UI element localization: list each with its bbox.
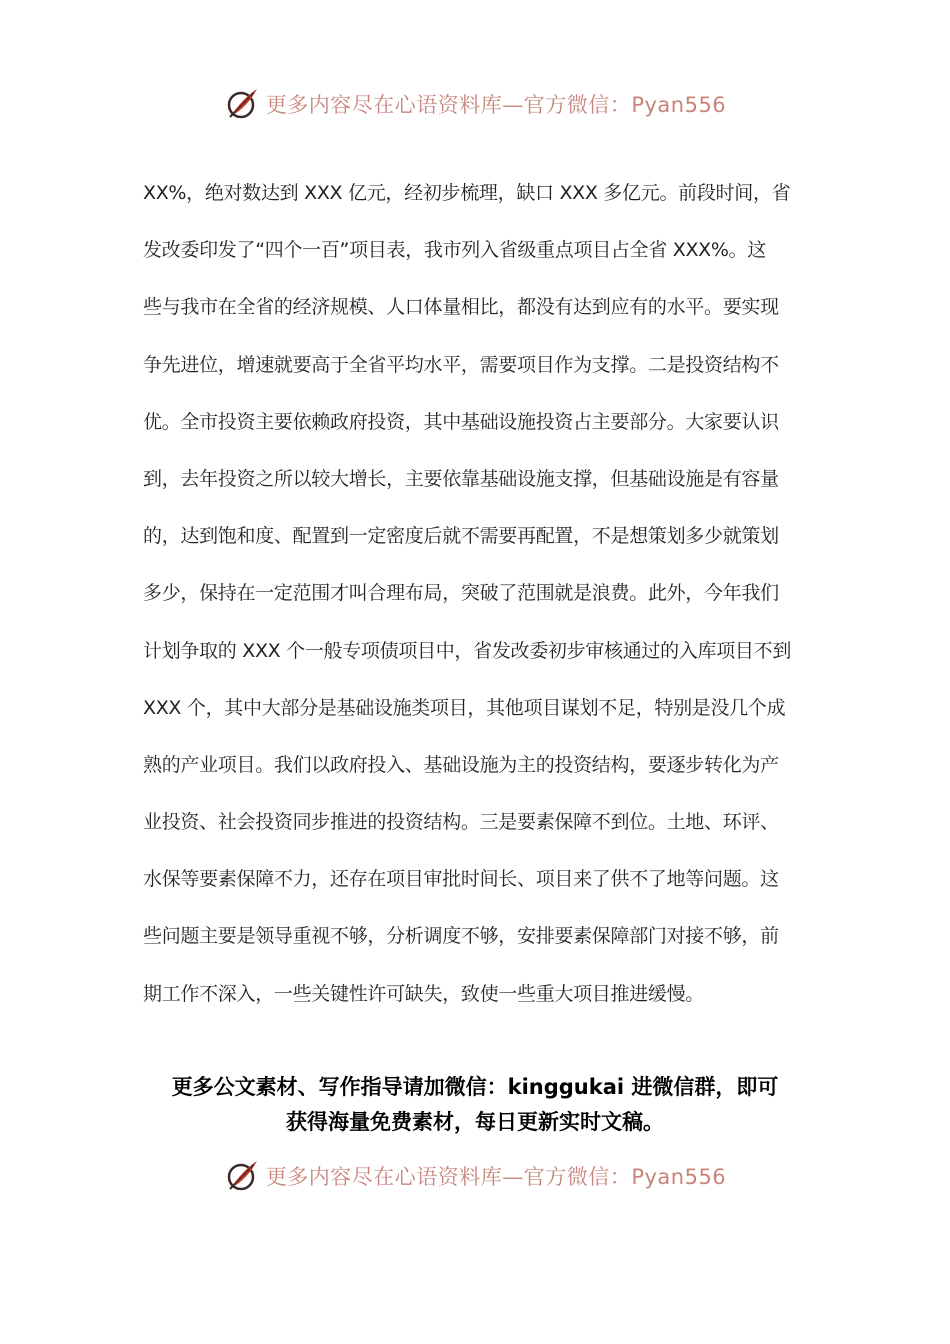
quill-circle-logo-icon	[224, 86, 260, 122]
body-line: 发改委印发了“四个一百”项目表，我市列入省级重点项目占全省 XXX%。这	[143, 239, 767, 262]
body-line: 水保等要素保障不力，还存在项目审批时间长、项目来了供不了地等问题。这	[143, 868, 779, 891]
footer-banner-label: 更多内容尽在心语资料库—官方微信：	[265, 1165, 632, 1189]
header-banner	[0, 82, 950, 126]
footer-banner-text	[266, 1161, 726, 1191]
body-line: 优。全市投资主要依赖政府投资，其中基础设施投资占主要部分。大家要认识	[143, 410, 779, 433]
header-banner-wechat-id: Pyan556	[631, 93, 727, 117]
body-line: 争先进位，增速就要高于全省平均水平，需要项目作为支撑。二是投资结构不	[143, 353, 779, 376]
body-line: 些问题主要是领导重视不够，分析调度不够，安排要素保障部门对接不够，前	[143, 925, 779, 948]
body-paragraph	[143, 172, 807, 1030]
body-line: XX%，绝对数达到 XXX 亿元，经初步梳理，缺口 XXX 多亿元。前段时间，省	[143, 182, 791, 204]
footer-banner	[0, 1154, 950, 1198]
promo-line-2: 获得海量免费素材，每日更新实时文稿。	[286, 1110, 664, 1134]
body-line: 的，达到饱和度、配置到一定密度后就不需要再配置，不是想策划多少就策划	[143, 525, 779, 548]
promo-call-to-action	[120, 1070, 830, 1140]
body-line: XXX 个，其中大部分是基础设施类项目，其他项目谋划不足，特别是没几个成	[143, 696, 786, 719]
quill-circle-logo-icon	[224, 1158, 260, 1194]
footer-banner-wechat-id: Pyan556	[631, 1165, 727, 1189]
body-line: 到，去年投资之所以较大增长，主要依靠基础设施支撑，但基础设施是有容量	[143, 467, 779, 490]
body-line: 些与我市在全省的经济规模、人口体量相比，都没有达到应有的水平。要实现	[143, 296, 779, 319]
body-line: 多少，保持在一定范围才叫合理布局，突破了范围就是浪费。此外，今年我们	[143, 582, 779, 605]
promo-line-1: 更多公文素材、写作指导请加微信：kinggukai 进微信群，即可	[171, 1075, 779, 1099]
body-line: 计划争取的 XXX 个一般专项债项目中，省发改委初步审核通过的入库项目不到	[143, 639, 792, 662]
header-banner-text	[266, 89, 726, 119]
body-line: 业投资、社会投资同步推进的投资结构。三是要素保障不到位。土地、环评、	[143, 811, 779, 834]
body-line: 熟的产业项目。我们以政府投入、基础设施为主的投资结构，要逐步转化为产	[143, 753, 779, 776]
header-banner-label: 更多内容尽在心语资料库—官方微信：	[265, 93, 632, 117]
body-line: 期工作不深入，一些关键性许可缺失，致使一些重大项目推进缓慢。	[143, 982, 705, 1005]
